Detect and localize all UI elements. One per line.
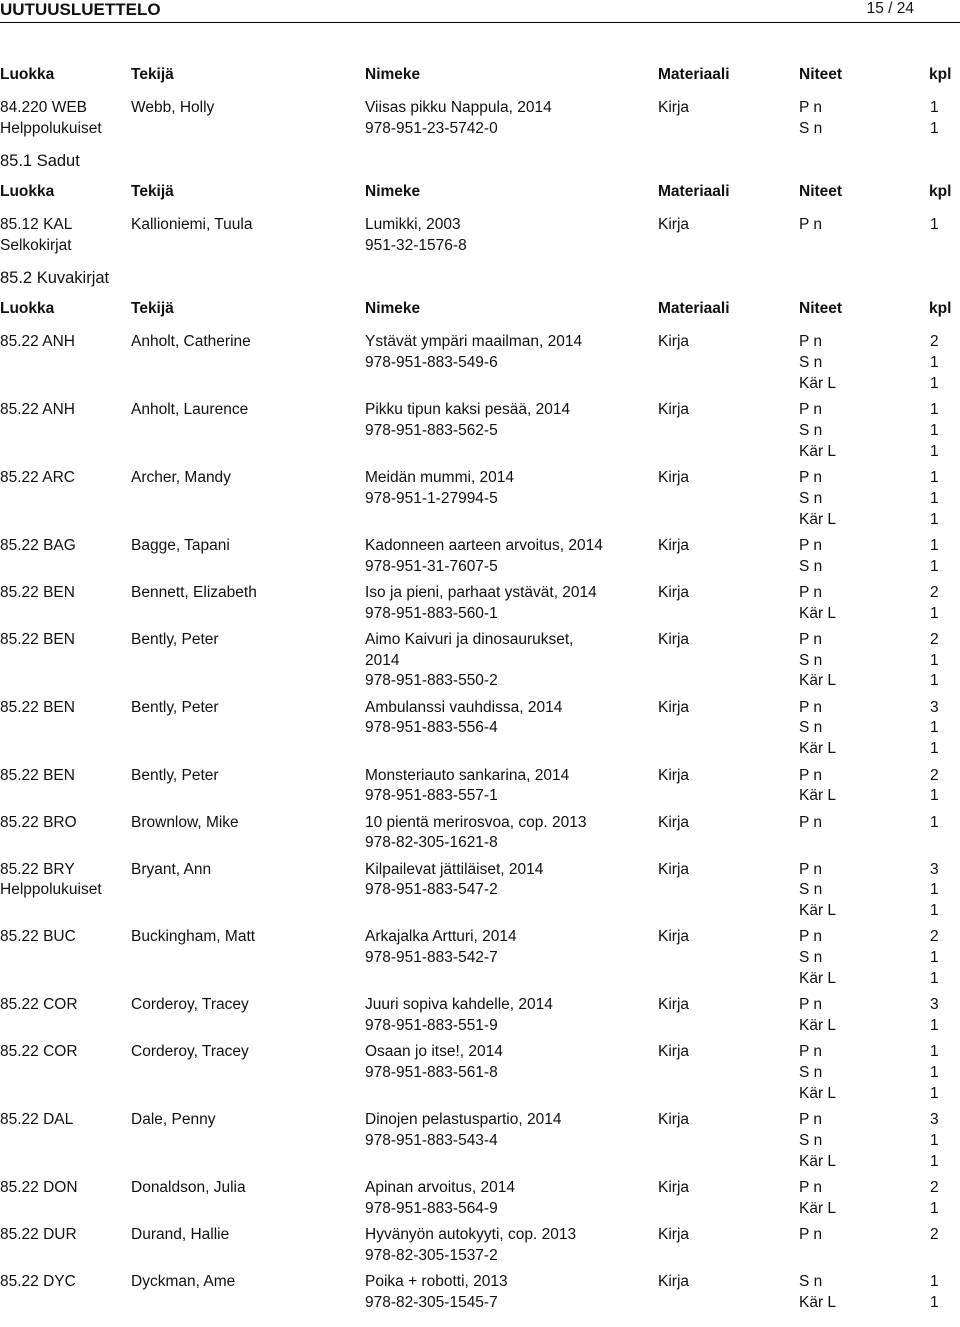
record-line (0, 333, 960, 354)
record-author: Durand, Hallie (131, 1226, 230, 1244)
record-title: 2014 (365, 651, 400, 669)
record-copy-count: 1 (930, 740, 939, 758)
record-copy-location: S n (799, 719, 823, 737)
column-header-tekija: Tekijä (131, 300, 174, 317)
record-copy-location: P n (799, 536, 822, 554)
record-copy-count: 2 (930, 630, 939, 648)
record-title: 978-951-883-547-2 (365, 881, 498, 899)
record-title: 978-951-1-27994-5 (365, 489, 498, 507)
record-author: Buckingham, Matt (131, 928, 256, 946)
record-collection: Selkokirjat (0, 236, 72, 254)
record-title: Viisas pikku Nappula, 2014 (365, 99, 552, 116)
catalog-title: UUTUUSLUETTELO (0, 0, 161, 19)
record-line (0, 902, 960, 923)
record-title: Poika + robotti, 2013 (365, 1273, 508, 1291)
record-copy-location: P n (799, 766, 822, 784)
column-header-luokka: Luokka (0, 183, 55, 200)
record-line (0, 469, 960, 490)
record-material: Kirja (658, 1179, 690, 1197)
record-author: Corderoy, Tracey (131, 996, 249, 1014)
record-line (0, 1226, 960, 1247)
record-class: 85.22 DON (0, 1179, 78, 1197)
record-author: Webb, Holly (131, 99, 215, 116)
record-copy-location: S n (799, 557, 823, 575)
record-class: 85.22 BAG (0, 536, 76, 554)
column-header-materiaali: Materiaali (658, 300, 730, 317)
record-line (0, 970, 960, 991)
column-header-kpl: kpl (929, 300, 952, 317)
record-copy-count: 2 (930, 1226, 939, 1244)
record-line (0, 881, 960, 902)
record-line (0, 1200, 960, 1221)
record-class: 85.22 ANH (0, 400, 75, 418)
section-title: 85.2 Kuvakirjat (0, 269, 110, 287)
record-copy-location: Kär L (799, 672, 837, 690)
record-line (0, 1111, 960, 1132)
record-author: Brownlow, Mike (131, 813, 239, 831)
record-title: Ambulanssi vauhdissa, 2014 (365, 698, 563, 716)
record-line (0, 537, 960, 558)
record-copy-location: Kär L (799, 1293, 837, 1311)
record-copy-count: 1 (930, 421, 939, 439)
record-line (0, 1132, 960, 1153)
record-class: 85.22 BEN (0, 698, 75, 716)
record-copy-location: P n (799, 813, 822, 831)
record-author: Bently, Peter (131, 766, 219, 784)
column-header-niteet: Niteet (799, 183, 843, 200)
record-title: Lumikki, 2003 (365, 216, 461, 233)
record-title: Juuri sopiva kahdelle, 2014 (365, 996, 553, 1014)
record-line (0, 422, 960, 443)
record-author: Anholt, Catherine (131, 333, 251, 350)
record-copy-location: P n (799, 1111, 822, 1129)
record-title: Kilpailevat jättiläiset, 2014 (365, 860, 544, 878)
record-line (0, 1294, 960, 1315)
record-title: 978-951-883-562-5 (365, 421, 498, 439)
record-copy-count: 1 (930, 881, 939, 899)
record-line (0, 631, 960, 652)
record-title: 978-82-305-1545-7 (365, 1293, 498, 1311)
record-line (0, 1153, 960, 1174)
record-copy-location: S n (799, 1273, 823, 1291)
record-copy-count: 1 (930, 1064, 939, 1082)
record-copy-count: 1 (930, 489, 939, 507)
record-copy-location: S n (799, 1064, 823, 1082)
record-copy-count: 3 (930, 698, 939, 716)
column-header-tekija: Tekijä (131, 183, 174, 200)
record-copy-location: Kär L (799, 902, 837, 920)
record-line (0, 216, 960, 237)
record-material: Kirja (658, 583, 690, 601)
record-copy-count: 3 (930, 860, 939, 878)
record-material: Kirja (658, 216, 690, 233)
record-author: Dale, Penny (131, 1111, 216, 1129)
record-author: Kallioniemi, Tuula (131, 216, 253, 233)
record-copy-location: P n (799, 698, 822, 716)
record-copy-location: S n (799, 421, 823, 439)
column-header-kpl: kpl (929, 183, 952, 200)
record-material: Kirja (658, 1111, 690, 1129)
record-title: 978-951-31-7607-5 (365, 557, 498, 575)
record-class: 85.22 COR (0, 1043, 78, 1061)
record-title: 978-951-883-564-9 (365, 1199, 498, 1217)
record-copy-count: 1 (930, 1199, 939, 1217)
record-copy-count: 1 (930, 604, 939, 622)
record-copy-count: 2 (930, 1179, 939, 1197)
record-title: Hyvänyön autokyyti, cop. 2013 (365, 1226, 577, 1244)
record-copy-location: Kär L (799, 787, 837, 805)
record-material: Kirja (658, 1043, 690, 1061)
section-title: 85.1 Sadut (0, 152, 80, 170)
record-author: Anholt, Laurence (131, 400, 249, 418)
column-header-tekija: Tekijä (131, 66, 174, 83)
record-title: 978-951-883-542-7 (365, 949, 498, 967)
record-title: Aimo Kaivuri ja dinosaurukset, (365, 630, 574, 648)
record-copy-count: 3 (930, 1111, 939, 1129)
record-copy-count: 1 (930, 1273, 939, 1291)
record-class: 85.22 DUR (0, 1226, 77, 1244)
record-copy-count: 1 (930, 557, 939, 575)
record-line (0, 237, 960, 258)
record-line (0, 443, 960, 464)
record-copy-location: P n (799, 1179, 822, 1197)
header-divider (0, 22, 960, 23)
record-line (0, 699, 960, 720)
record-title: 978-82-305-1621-8 (365, 834, 498, 852)
record-copy-location: Kär L (799, 1199, 837, 1217)
record-line (0, 1064, 960, 1085)
record-line (0, 719, 960, 740)
record-copy-location: P n (799, 630, 822, 648)
record-title: 978-951-883-560-1 (365, 604, 498, 622)
record-title: Iso ja pieni, parhaat ystävät, 2014 (365, 583, 597, 601)
record-copy-count: 1 (930, 468, 939, 486)
record-title: Apinan arvoitus, 2014 (365, 1179, 515, 1197)
record-copy-count: 1 (930, 1043, 939, 1061)
record-class: 85.22 DAL (0, 1111, 74, 1129)
record-copy-count: 1 (930, 1152, 939, 1170)
record-line (0, 814, 960, 835)
record-title: 978-951-883-556-4 (365, 719, 498, 737)
record-copy-count: 1 (930, 400, 939, 418)
record-copy-location: P n (799, 928, 822, 946)
record-title: Kadonneen aarteen arvoitus, 2014 (365, 536, 603, 554)
column-header-luokka: Luokka (0, 66, 55, 83)
record-copy-count: 1 (930, 353, 939, 371)
record-copy-location: Kär L (799, 604, 837, 622)
record-copy-location: Kär L (799, 1085, 837, 1103)
record-class: 85.22 BUC (0, 928, 76, 946)
record-line (0, 511, 960, 532)
record-line (0, 120, 960, 141)
record-material: Kirja (658, 766, 690, 784)
page-number: 15 / 24 (866, 0, 914, 17)
record-class: 85.22 DYC (0, 1273, 76, 1291)
column-header-niteet: Niteet (799, 300, 843, 317)
column-header-nimeke: Nimeke (365, 66, 421, 83)
record-copy-count: 2 (930, 583, 939, 601)
record-line (0, 1017, 960, 1038)
record-copy-count: 1 (930, 99, 939, 116)
column-header-nimeke: Nimeke (365, 300, 421, 317)
record-copy-count: 2 (930, 766, 939, 784)
column-header-materiaali: Materiaali (658, 183, 730, 200)
record-copy-location: P n (799, 99, 822, 116)
record-title: Arkajalka Artturi, 2014 (365, 928, 517, 946)
record-copy-count: 1 (930, 536, 939, 554)
record-line (0, 996, 960, 1017)
record-title: 10 pientä merirosvoa, cop. 2013 (365, 813, 587, 831)
record-copy-count: 1 (930, 719, 939, 737)
record-class: 85.22 BEN (0, 583, 75, 601)
record-copy-count: 1 (930, 510, 939, 528)
record-copy-count: 2 (930, 333, 939, 350)
record-material: Kirja (658, 99, 690, 116)
record-line (0, 1247, 960, 1268)
record-line (0, 740, 960, 761)
record-class: 85.22 COR (0, 996, 78, 1014)
record-copy-location: P n (799, 860, 822, 878)
record-copy-location: Kär L (799, 442, 837, 460)
record-copy-count: 1 (930, 1085, 939, 1103)
record-material: Kirja (658, 468, 690, 486)
record-title: Osaan jo itse!, 2014 (365, 1043, 503, 1061)
record-line (0, 949, 960, 970)
record-title: 978-951-23-5742-0 (365, 119, 498, 137)
record-title: Dinojen pelastuspartio, 2014 (365, 1111, 562, 1129)
record-line (0, 834, 960, 855)
record-line (0, 861, 960, 882)
record-copy-location: S n (799, 353, 823, 371)
page-header (0, 0, 960, 22)
record-copy-location: Kär L (799, 510, 837, 528)
record-collection: Helppolukuiset (0, 881, 102, 899)
record-author: Bryant, Ann (131, 860, 212, 878)
record-copy-location: P n (799, 996, 822, 1014)
record-copy-location: Kär L (799, 374, 837, 392)
record-class: 85.22 BEN (0, 766, 75, 784)
column-header-niteet: Niteet (799, 66, 843, 83)
record-copy-count: 1 (930, 902, 939, 920)
record-line (0, 99, 960, 120)
record-copy-location: S n (799, 651, 823, 669)
record-author: Bently, Peter (131, 630, 219, 648)
record-copy-count: 1 (930, 949, 939, 967)
record-title: 978-82-305-1537-2 (365, 1246, 498, 1264)
record-copy-count: 1 (930, 1132, 939, 1150)
record-material: Kirja (658, 996, 690, 1014)
record-material: Kirja (658, 333, 690, 350)
record-copy-count: 1 (930, 1293, 939, 1311)
record-copy-location: P n (799, 468, 822, 486)
record-material: Kirja (658, 1226, 690, 1244)
record-class: 85.22 ANH (0, 333, 75, 350)
record-copy-location: P n (799, 333, 822, 350)
record-copy-location: P n (799, 1043, 822, 1061)
record-title: Monsteriauto sankarina, 2014 (365, 766, 570, 784)
record-title: 978-951-883-557-1 (365, 787, 498, 805)
record-material: Kirja (658, 928, 690, 946)
record-copy-location: S n (799, 1132, 823, 1150)
column-header-nimeke: Nimeke (365, 183, 421, 200)
record-material: Kirja (658, 536, 690, 554)
record-copy-count: 1 (930, 374, 939, 392)
record-line (0, 401, 960, 422)
record-title: 978-951-883-543-4 (365, 1132, 498, 1150)
record-line (0, 375, 960, 396)
record-material: Kirja (658, 860, 690, 878)
record-copy-location: S n (799, 881, 823, 899)
record-line (0, 787, 960, 808)
record-author: Donaldson, Julia (131, 1179, 246, 1197)
record-material: Kirja (658, 813, 690, 831)
column-header-materiaali: Materiaali (658, 66, 730, 83)
record-copy-location: S n (799, 949, 823, 967)
record-copy-location: Kär L (799, 740, 837, 758)
record-copy-location: S n (799, 489, 823, 507)
record-copy-count: 1 (930, 651, 939, 669)
record-line (0, 672, 960, 693)
record-title: Meidän mummi, 2014 (365, 468, 515, 486)
record-title: 978-951-883-551-9 (365, 1017, 498, 1035)
record-line (0, 490, 960, 511)
record-class: 85.12 KAL (0, 216, 73, 233)
record-copy-location: Kär L (799, 1152, 837, 1170)
record-copy-count: 2 (930, 928, 939, 946)
column-header-kpl: kpl (929, 66, 952, 83)
record-title: Ystävät ympäri maailman, 2014 (365, 333, 583, 350)
record-material: Kirja (658, 1273, 690, 1291)
record-line (0, 767, 960, 788)
record-author: Archer, Mandy (131, 468, 231, 486)
record-class: 84.220 WEB (0, 99, 88, 116)
record-copy-location: P n (799, 216, 822, 233)
record-material: Kirja (658, 400, 690, 418)
record-copy-location: P n (799, 400, 822, 418)
record-material: Kirja (658, 698, 690, 716)
record-copy-location: Kär L (799, 970, 837, 988)
column-header-luokka: Luokka (0, 300, 55, 317)
record-copy-count: 1 (930, 442, 939, 460)
record-author: Bently, Peter (131, 698, 219, 716)
record-title: 951-32-1576-8 (365, 236, 467, 254)
record-line (0, 1179, 960, 1200)
record-line (0, 928, 960, 949)
record-copy-count: 1 (930, 970, 939, 988)
record-copy-location: P n (799, 583, 822, 601)
record-copy-count: 1 (930, 813, 939, 831)
record-copy-location: P n (799, 1226, 822, 1244)
record-title: Pikku tipun kaksi pesää, 2014 (365, 400, 571, 418)
record-material: Kirja (658, 630, 690, 648)
record-class: 85.22 BRO (0, 813, 77, 831)
record-line (0, 652, 960, 673)
record-line (0, 1273, 960, 1294)
record-copy-count: 1 (930, 119, 939, 137)
record-author: Bagge, Tapani (131, 536, 230, 554)
record-line (0, 1043, 960, 1064)
record-class: 85.22 BRY (0, 860, 75, 878)
record-copy-count: 1 (930, 1017, 939, 1035)
record-title: 978-951-883-561-8 (365, 1064, 498, 1082)
record-copy-location: Kär L (799, 1017, 837, 1035)
record-line (0, 605, 960, 626)
record-title: 978-951-883-550-2 (365, 672, 498, 690)
record-author: Dyckman, Ame (131, 1273, 236, 1291)
record-line (0, 354, 960, 375)
record-copy-count: 1 (930, 672, 939, 690)
record-class: 85.22 BEN (0, 630, 75, 648)
record-copy-count: 3 (930, 996, 939, 1014)
record-line (0, 1085, 960, 1106)
record-author: Bennett, Elizabeth (131, 583, 257, 601)
record-title: 978-951-883-549-6 (365, 353, 498, 371)
record-author: Corderoy, Tracey (131, 1043, 249, 1061)
record-copy-count: 1 (930, 787, 939, 805)
record-line (0, 558, 960, 579)
record-class: 85.22 ARC (0, 468, 75, 486)
record-collection: Helppolukuiset (0, 119, 102, 137)
record-copy-count: 1 (930, 216, 939, 233)
record-line (0, 584, 960, 605)
record-copy-location: S n (799, 119, 823, 137)
